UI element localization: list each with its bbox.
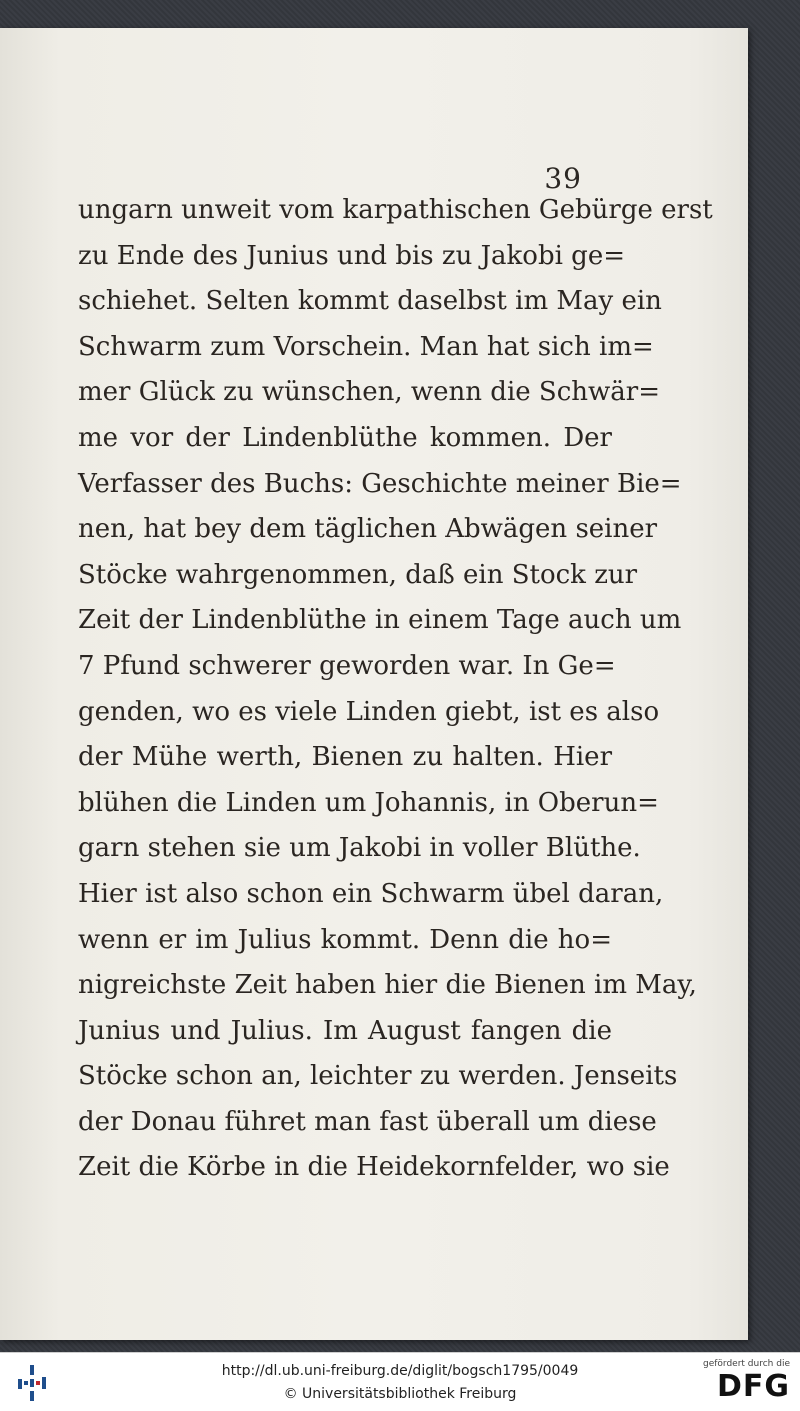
footer-bar xyxy=(0,1352,800,1411)
text-line: zu Ende des Junius und bis zu Jakobi ge= xyxy=(78,240,625,271)
text-line: Stöcke schon an, leichter zu werden. Jenseits xyxy=(78,1061,678,1092)
text-line: Zeit der Lindenblüthe in einem Tage auch um xyxy=(78,605,682,636)
text-line: Hier ist also schon ein Schwarm übel daran, xyxy=(78,878,664,909)
text-line: garn stehen sie um Jakobi in voller Blüthe. xyxy=(78,833,641,864)
copyright-notice: © Universitätsbibliothek Freiburg xyxy=(283,1386,517,1402)
text-line: Zeit die Körbe in die Heidekornfelder, wo sie xyxy=(78,1152,670,1183)
text-line: nigreichste Zeit haben hier die Bienen im May, xyxy=(78,970,697,1001)
text-line: ungarn unweit vom karpathischen Gebürge erst xyxy=(78,195,713,225)
text-line: wenn er im Julius kommt. Denn die ho= xyxy=(78,924,612,955)
text-line: 7 Pfund schwerer geworden war. In Ge= xyxy=(78,650,616,681)
text-line: schiehet. Selten kommt daselbst im May ein xyxy=(78,286,662,317)
text-line: Schwarm zum Vorschein. Man hat sich im= xyxy=(78,331,654,362)
text-line: blühen die Linden um Johannis, in Oberun= xyxy=(78,787,659,818)
funding-note: gefördert durch die xyxy=(703,1359,790,1369)
text-line: Verfasser des Buchs: Geschichte meiner Bie= xyxy=(78,468,682,499)
text-line: Junius und Julius. Im August fangen die xyxy=(78,1015,612,1046)
dfg-logo: DFG xyxy=(716,1369,790,1404)
page-number: 39 xyxy=(544,162,582,195)
text-line: der Donau führet man fast überall um diese xyxy=(78,1106,657,1137)
text-line: nen, hat bey dem täglichen Abwägen seiner xyxy=(78,514,658,545)
text-line: der Mühe werth, Bienen zu halten. Hier xyxy=(78,742,612,773)
text-line: genden, wo es viele Linden giebt, ist es also xyxy=(78,696,660,727)
text-line: me vor der Lindenblüthe kommen. Der xyxy=(78,422,612,453)
text-line: Stöcke wahrgenommen, daß ein Stock zur xyxy=(78,559,638,590)
permalink-url[interactable]: http://dl.ub.uni-freiburg.de/diglit/bogsch1795/0049 xyxy=(221,1363,579,1379)
page-text xyxy=(78,188,713,1191)
text-line: mer Glück zu wünschen, wenn die Schwär= xyxy=(78,377,661,408)
